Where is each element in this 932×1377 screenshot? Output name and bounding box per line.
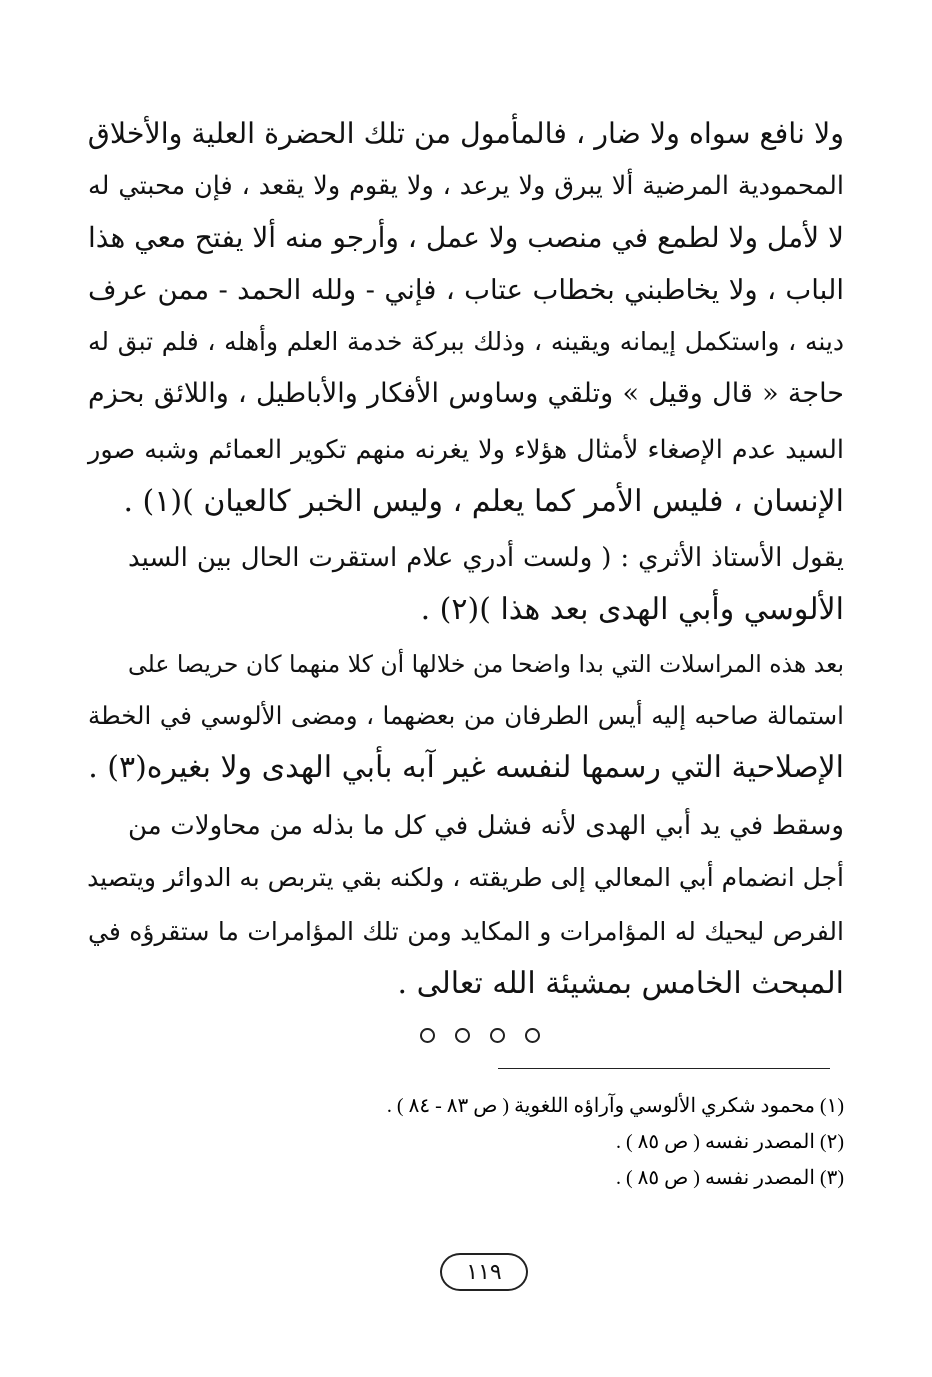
footnote-3: (٣) المصدر نفسه ( ص ٨٥ ) . bbox=[615, 1167, 844, 1189]
footnote-2: (٢) المصدر نفسه ( ص ٨٥ ) . bbox=[615, 1131, 844, 1153]
body-line-13: الإصلاحية التي رسمها لنفسه غير آبه بأبي الهدى ولا بغيره(٣) . bbox=[88, 750, 844, 785]
body-line-8: الإنسان ، فليس الأمر كما يعلم ، وليس الخبر كالعيان )(١) . bbox=[123, 484, 844, 519]
body-line-2: المحمودية المرضية ألا يبرق ولا يرعد ، ولا يقوم ولا يقعد ، فإن محبتي له bbox=[88, 171, 844, 201]
page-number bbox=[440, 1253, 528, 1291]
body-line-11: بعد هذه المراسلات التي بدا واضحا من خلالها أن كلا منهما كان حريصا على bbox=[128, 650, 844, 678]
circle-ornament-icon bbox=[455, 1028, 470, 1043]
body-line-9: يقول الأستاذ الأثري : ( ولست أدري علام استقرت الحال بين السيد bbox=[128, 543, 844, 573]
body-line-3: لا لأمل ولا لطمع في منصب ولا عمل ، وأرجو منه ألا يفتح معي هذا bbox=[88, 221, 844, 254]
footnote-1: (١) محمود شكري الألوسي وآراؤه اللغوية ( ص ٨٣ - ٨٤ ) . bbox=[386, 1095, 844, 1117]
body-line-10: الألوسي وأبي الهدى بعد هذا )(٢) . bbox=[420, 592, 844, 627]
body-line-16: الفرص ليحيك له المؤامرات و المكايد ومن تلك المؤامرات ما ستقرؤه في bbox=[88, 917, 844, 946]
page-number-text: ١١٩ bbox=[466, 1259, 502, 1285]
footnote-separator bbox=[498, 1068, 830, 1069]
body-line-5: دينه ، واستكمل إيمانه ويقينه ، وذلك ببركة خدمة العلم وأهله ، فلم تبق له bbox=[88, 327, 844, 356]
section-break-ornament bbox=[420, 1022, 540, 1048]
body-line-17: المبحث الخامس بمشيئة الله تعالى . bbox=[397, 966, 844, 1001]
body-line-15: أجل انضمام أبي المعالي إلى طريقته ، ولكنه بقي يتربص به الدوائر ويتصيد bbox=[87, 863, 844, 892]
body-line-1: ولا نافع سواه ولا ضار ، فالمأمول من تلك الحضرة العلية والأخلاق bbox=[87, 117, 844, 150]
body-line-4: الباب ، ولا يخاطبني بخطاب عتاب ، فإني - ولله الحمد - ممن عرف bbox=[88, 274, 844, 306]
body-line-7: السيد عدم الإصغاء لأمثال هؤلاء ولا يغرنه منهم تكوير العمائم وشبه صور bbox=[88, 435, 844, 465]
circle-ornament-icon bbox=[525, 1028, 540, 1043]
circle-ornament-icon bbox=[420, 1028, 435, 1043]
circle-ornament-icon bbox=[490, 1028, 505, 1043]
body-line-14: وسقط في يد أبي الهدى لأنه فشل في كل ما بذله من محاولات من bbox=[128, 811, 844, 841]
body-line-6: حاجة « قال وقيل » وتلقي وساوس الأفكار والأباطيل ، واللائق بحزم bbox=[88, 378, 844, 409]
body-line-12: استمالة صاحبه إليه أيس الطرفان من بعضهما ، ومضى الألوسي في الخطة bbox=[88, 701, 844, 730]
